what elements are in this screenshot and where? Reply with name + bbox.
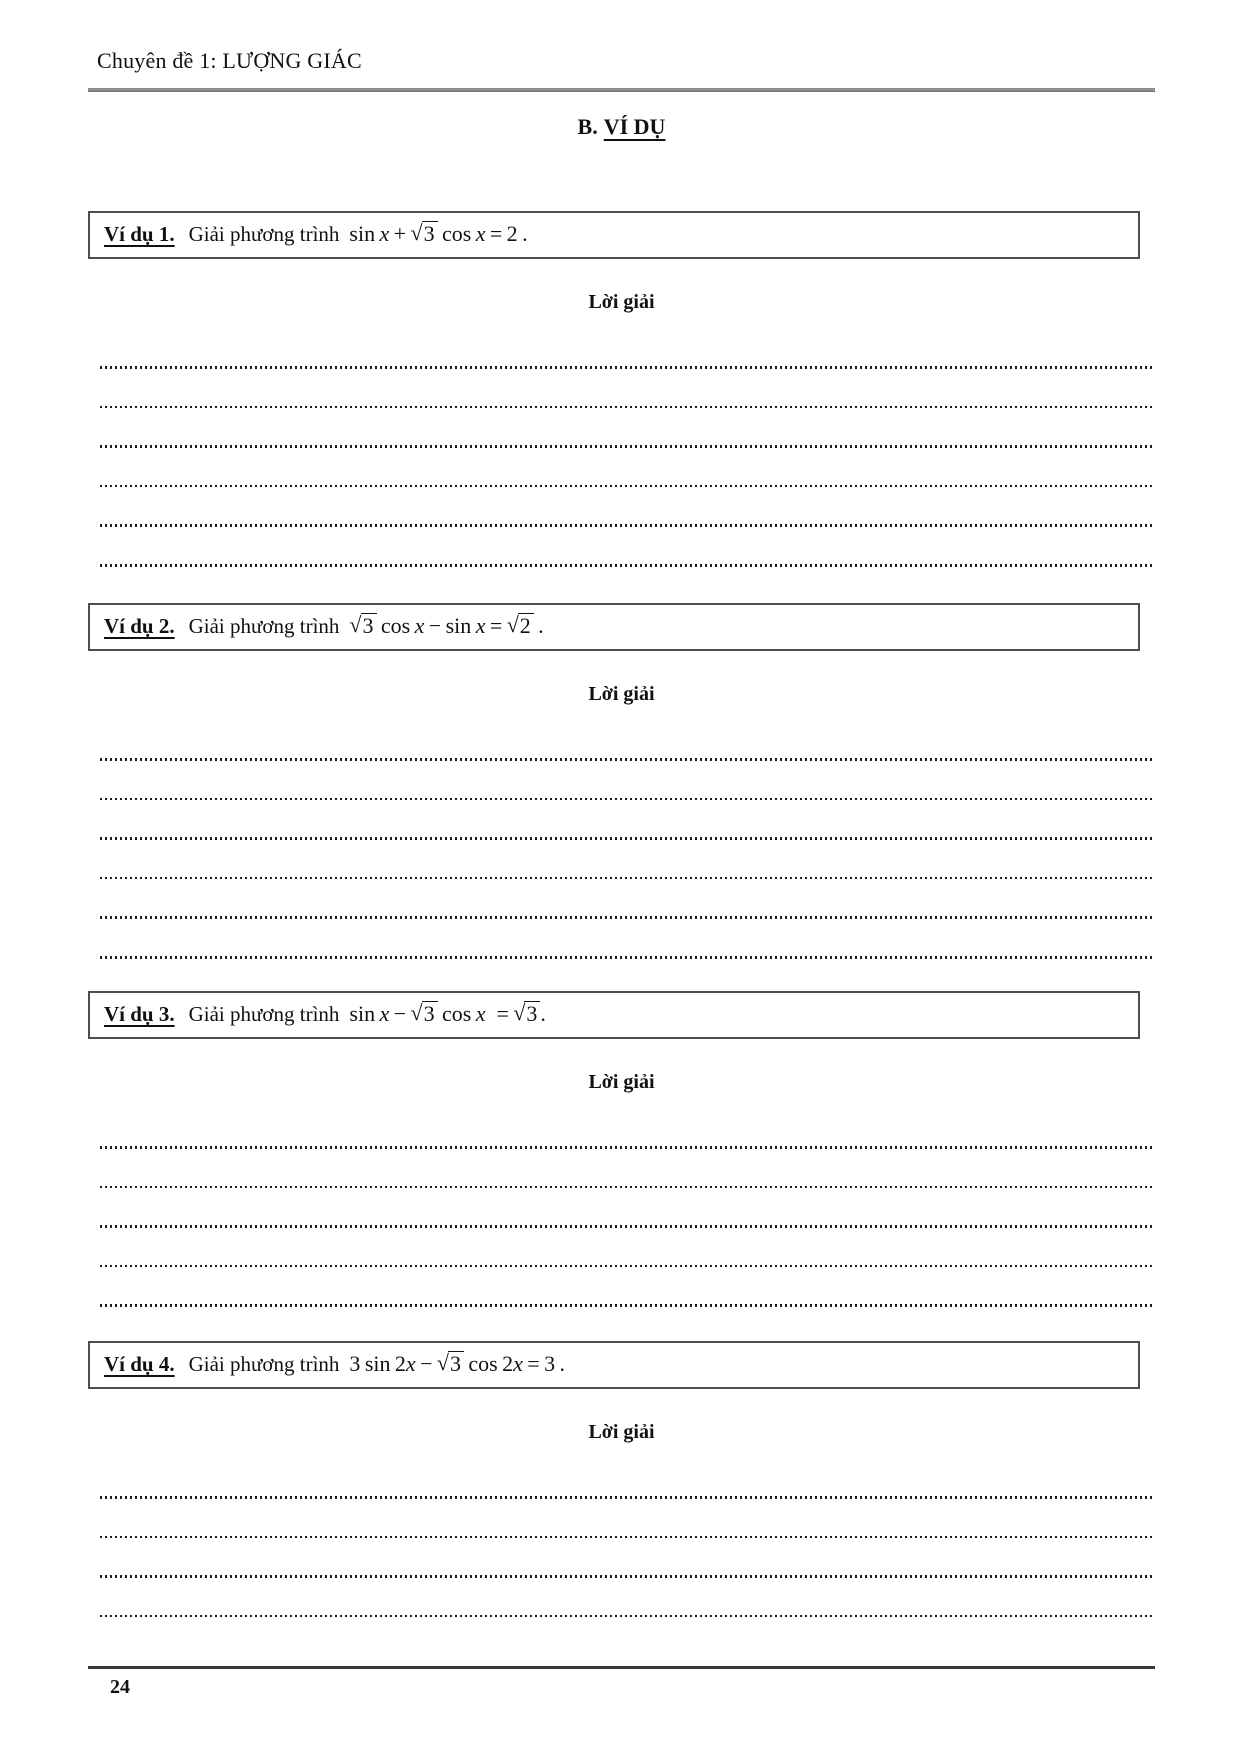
example-section <box>88 991 1155 1307</box>
dotted-answer-line <box>100 798 1155 801</box>
solution-heading: Lời giải <box>588 1071 655 1093</box>
example-label: Ví dụ 1. <box>104 222 175 246</box>
answer-lines <box>100 758 1155 959</box>
dotted-answer-line <box>100 1265 1155 1268</box>
answer-lines <box>100 1146 1155 1307</box>
dotted-answer-line <box>100 1575 1155 1578</box>
solution-heading: Lời giải <box>588 683 655 705</box>
dotted-answer-line <box>100 837 1155 840</box>
dotted-answer-line <box>100 1146 1155 1149</box>
sqrt-radical: √3 <box>410 219 437 249</box>
example-equation: √3 cos x − sin x = √2 . <box>349 611 543 641</box>
sqrt-radical: √3 <box>513 999 540 1029</box>
dotted-answer-line <box>100 956 1155 959</box>
example-label: Ví dụ 2. <box>104 614 175 638</box>
dotted-answer-line <box>100 1536 1155 1539</box>
example-equation: sin x − √3 cos x = √3 . <box>349 999 545 1029</box>
example-box <box>88 1341 1140 1389</box>
example-equation: sin x + √3 cos x = 2 . <box>349 219 527 249</box>
dotted-answer-line <box>100 366 1155 369</box>
example-box <box>88 991 1140 1039</box>
solution-heading: Lời giải <box>588 291 655 313</box>
page-title <box>88 114 1155 140</box>
dotted-answer-line <box>100 877 1155 880</box>
example-section <box>88 1341 1155 1617</box>
example-equation: 3 sin 2x − √3 cos 2x = 3 . <box>349 1349 565 1379</box>
example-section <box>88 603 1155 959</box>
sqrt-radical: √2 <box>507 611 534 641</box>
answer-lines <box>100 1496 1155 1617</box>
example-box <box>88 211 1140 259</box>
dotted-answer-line <box>100 1186 1155 1189</box>
sqrt-radical: √3 <box>349 611 376 641</box>
dotted-answer-line <box>100 1615 1155 1618</box>
section-title: VÍ DỤ <box>603 114 666 139</box>
example-prompt: Giải phương trình <box>188 1002 340 1026</box>
dotted-answer-line <box>100 485 1155 488</box>
example-prompt: Giải phương trình <box>188 222 340 246</box>
dotted-answer-line <box>100 1225 1155 1228</box>
example-prompt: Giải phương trình <box>188 1352 340 1376</box>
section-label: B. <box>577 114 598 139</box>
solution-heading: Lời giải <box>588 1421 655 1443</box>
dotted-answer-line <box>100 1496 1155 1499</box>
example-section <box>88 211 1155 567</box>
sqrt-radical: √3 <box>410 999 437 1029</box>
dotted-answer-line <box>100 524 1155 527</box>
dotted-answer-line <box>100 564 1155 567</box>
example-prompt: Giải phương trình <box>188 614 340 638</box>
example-label: Ví dụ 4. <box>104 1352 175 1376</box>
example-label: Ví dụ 3. <box>104 1002 175 1026</box>
dotted-answer-line <box>100 445 1155 448</box>
dotted-answer-line <box>100 1304 1155 1307</box>
header-rule <box>88 88 1155 92</box>
example-box <box>88 603 1140 651</box>
dotted-answer-line <box>100 758 1155 761</box>
sqrt-radical: √3 <box>437 1349 464 1379</box>
dotted-answer-line <box>100 406 1155 409</box>
page-number: 24 <box>110 1676 130 1698</box>
answer-lines <box>100 366 1155 567</box>
chapter-header: Chuyên đề 1: LƯỢNG GIÁC <box>97 48 362 73</box>
dotted-answer-line <box>100 916 1155 919</box>
footer-rule <box>88 1666 1155 1669</box>
